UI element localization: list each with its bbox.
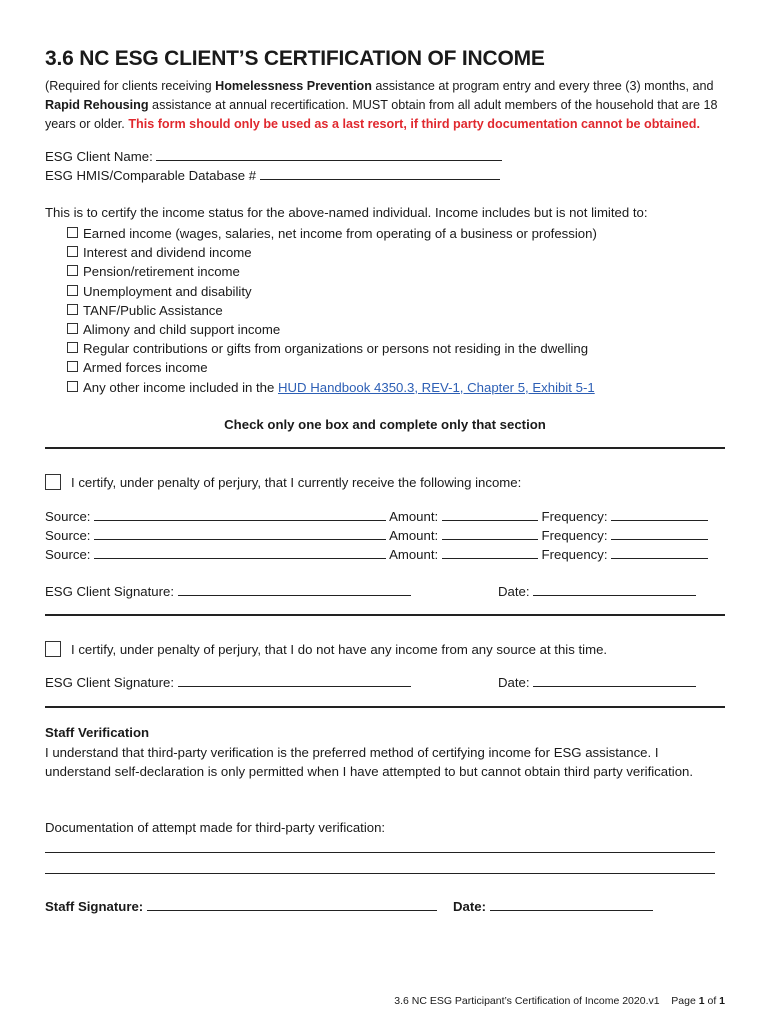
source-row: Source: Amount: Frequency: — [45, 544, 708, 562]
income-item[interactable]: Armed forces income — [67, 358, 597, 377]
income-item[interactable]: Alimony and child support income — [67, 320, 597, 339]
no-income-date-row: Date: — [498, 672, 696, 690]
no-income-signature-row: ESG Client Signature: — [45, 672, 411, 690]
staff-verification-paragraph: I understand that third-party verification is the preferred method of certifying income for ESG assistance. I understand self-declaration is only permitted when I have attempted to but cannot obtain third party verification. — [45, 745, 694, 779]
intro-text-3: assistance at annual recertification. MUST obtain from all adult members of the household that are 18 years or older. — [45, 98, 718, 131]
amount-field[interactable] — [442, 544, 538, 559]
income-item[interactable]: TANF/Public Assistance — [67, 301, 597, 320]
documentation-line[interactable] — [45, 873, 715, 874]
form-title: 3.6 NC ESG CLIENT’S CERTIFICATION OF INCOME — [45, 47, 545, 70]
intro-text-2: assistance at program entry and every three (3) months, and — [371, 79, 714, 93]
date-field[interactable] — [490, 896, 653, 911]
page-total: 1 — [719, 995, 725, 1007]
checkbox-icon[interactable] — [67, 304, 78, 315]
section-divider — [45, 706, 725, 708]
client-name-field[interactable] — [156, 146, 502, 161]
income-item[interactable]: Pension/retirement income — [67, 262, 597, 281]
income-item-other[interactable]: Any other income included in the HUD Handbook 4350.3, REV-1, Chapter 5, Exhibit 5-1 — [67, 378, 597, 397]
documentation-line[interactable] — [45, 852, 715, 853]
hmis-field[interactable] — [260, 165, 500, 180]
checkbox-icon[interactable] — [67, 323, 78, 334]
no-income-certify-checkbox[interactable] — [45, 641, 61, 657]
no-income-statement: I certify, under penalty of perjury, that I do not have any income from any source at this time. — [71, 642, 608, 657]
income-certify-checkbox[interactable] — [45, 474, 61, 490]
checkbox-icon[interactable] — [67, 361, 78, 372]
check-one-instruction: Check only one box and complete only that section — [224, 417, 546, 432]
staff-signature-row: Staff Signature: — [45, 896, 437, 914]
intro-bold-homelessness: Homelessness Prevention — [215, 79, 372, 93]
frequency-field[interactable] — [611, 525, 708, 540]
staff-signature-field[interactable] — [147, 896, 437, 911]
income-certify-statement: I certify, under penalty of perjury, that I currently receive the following income: — [71, 475, 522, 490]
no-income-certify-row — [45, 641, 607, 657]
client-signature-field[interactable] — [178, 581, 411, 596]
footer-doc-name: 3.6 NC ESG Participant’s Certification of Income 2020.v1 — [394, 995, 660, 1007]
income-item[interactable]: Regular contributions or gifts from organizations or persons not residing in the dwelling — [67, 339, 597, 358]
income-item[interactable]: Earned income (wages, salaries, net income from operating of a business or profession) — [67, 224, 597, 243]
income-signature-row: ESG Client Signature: — [45, 581, 411, 599]
frequency-field[interactable] — [611, 544, 708, 559]
source-field[interactable] — [94, 544, 386, 559]
checkbox-icon[interactable] — [67, 227, 78, 238]
page-footer: 3.6 NC ESG Participant’s Certification of Income 2020.v1 Page 1 of 1 — [394, 995, 725, 1007]
intro-bold-rapid-rehousing: Rapid Rehousing — [45, 98, 149, 112]
income-item[interactable]: Unemployment and disability — [67, 282, 597, 301]
checkbox-icon[interactable] — [67, 381, 78, 392]
client-name-row — [45, 146, 502, 164]
source-row: Source: Amount: Frequency: — [45, 525, 708, 543]
hmis-label: ESG HMIS/Comparable Database # — [45, 168, 257, 183]
checkbox-icon[interactable] — [67, 285, 78, 296]
checkbox-icon[interactable] — [67, 342, 78, 353]
income-type-list — [67, 224, 597, 397]
source-field[interactable] — [94, 525, 386, 540]
frequency-field[interactable] — [611, 506, 708, 521]
checkbox-icon[interactable] — [67, 246, 78, 257]
client-signature-field[interactable] — [178, 672, 411, 687]
documentation-label: Documentation of attempt made for third-party verification: — [45, 820, 386, 835]
certify-intro: This is to certify the income status for the above-named individual. Income includes but is not limited to: — [45, 205, 648, 220]
intro-text-1: (Required for clients receiving — [45, 79, 216, 93]
section-divider — [45, 614, 725, 616]
intro-paragraph — [45, 77, 725, 134]
intro-warning: This form should only be used as a last resort, if third party documentation cannot be obtained. — [128, 117, 700, 131]
date-field[interactable] — [533, 672, 696, 687]
income-date-row: Date: — [498, 581, 696, 599]
section-divider — [45, 447, 725, 449]
hmis-row — [45, 165, 500, 183]
staff-date-row: Date: — [453, 896, 653, 914]
date-field[interactable] — [533, 581, 696, 596]
income-certify-row — [45, 474, 521, 490]
amount-field[interactable] — [442, 525, 538, 540]
hud-handbook-link[interactable]: HUD Handbook 4350.3, REV-1, Chapter 5, Exhibit 5-1 — [278, 379, 595, 395]
staff-verification-heading: Staff Verification — [45, 725, 150, 740]
source-field[interactable] — [94, 506, 386, 521]
source-row: Source: Amount: Frequency: — [45, 506, 708, 524]
page-number: 1 — [698, 995, 705, 1007]
client-name-label: ESG Client Name: — [45, 149, 153, 164]
checkbox-icon[interactable] — [67, 265, 78, 276]
amount-field[interactable] — [442, 506, 538, 521]
income-item[interactable]: Interest and dividend income — [67, 243, 597, 262]
